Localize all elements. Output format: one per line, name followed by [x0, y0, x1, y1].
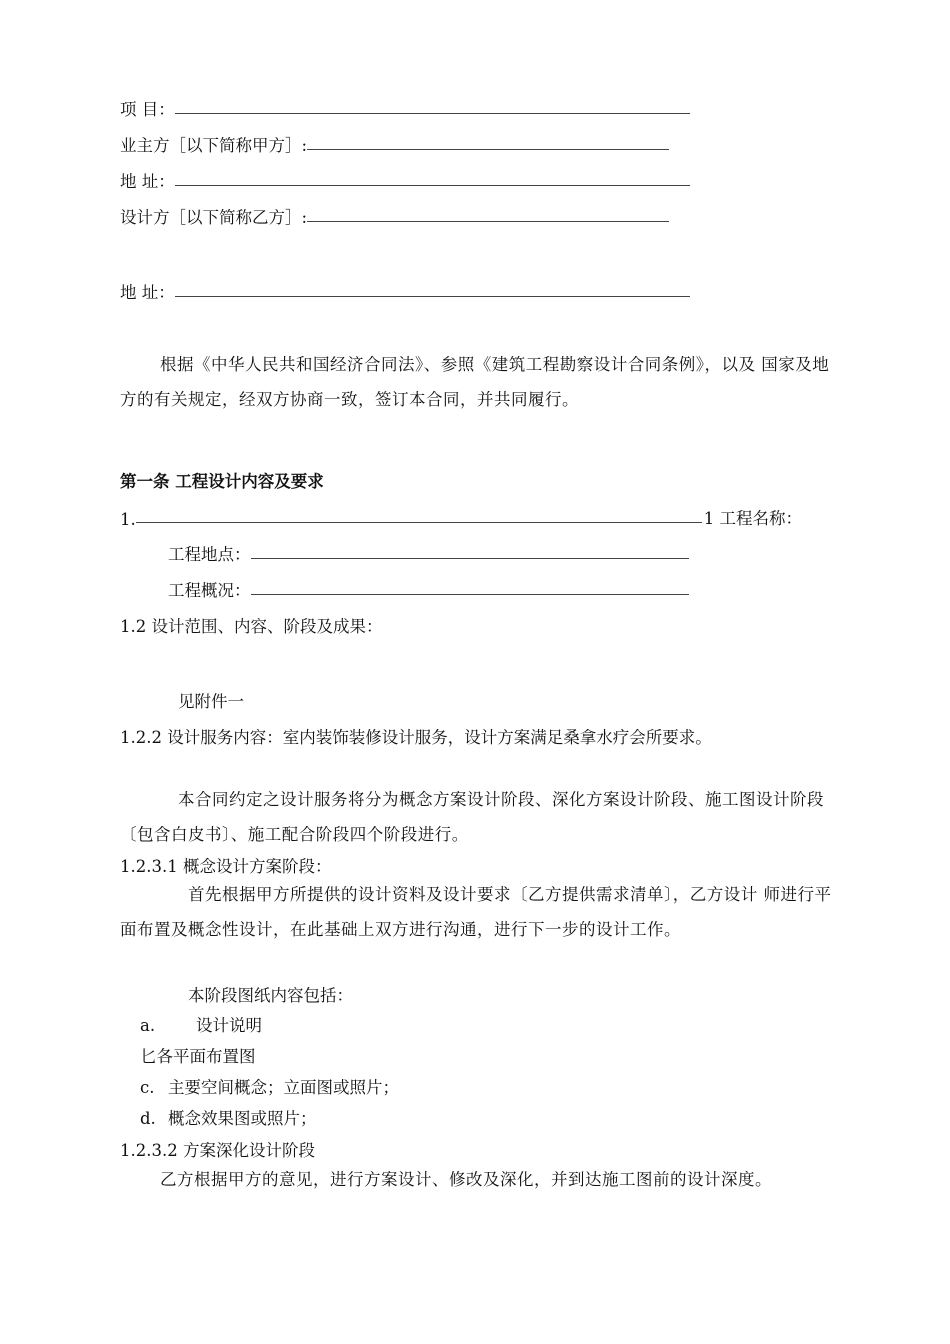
- deep-heading: 1.2.3.2 方案深化设计阶段: [120, 1141, 315, 1160]
- list-text: 匕各平面布置图: [140, 1047, 256, 1066]
- list-item: [140, 1012, 262, 1036]
- designer-field: [120, 204, 669, 228]
- item1-number: 1.: [120, 510, 136, 529]
- owner-address-blank[interactable]: [175, 185, 690, 186]
- project-name-label: 1 工程名称：: [703, 509, 802, 528]
- list-text: 概念效果图或照片；: [168, 1109, 317, 1128]
- list-item: [140, 1043, 256, 1067]
- article1-heading: 第一条 工程设计内容及要求: [120, 472, 324, 491]
- drawings-intro: 本阶段图纸内容包括：: [188, 986, 353, 1005]
- overview-label: 工程概况：: [168, 581, 251, 600]
- scope-line: 1.2 设计范围、内容、阶段及成果：: [120, 617, 383, 636]
- deep-paragraph: [120, 1162, 836, 1197]
- owner-address-field: [120, 168, 690, 192]
- concept-heading: 1.2.3.1 概念设计方案阶段：: [120, 857, 332, 876]
- concept-text: 首先根据甲方所提供的设计资料及设计要求〔乙方提供需求清单〕，乙方设计 师进行平面布置及概念性设计，在此基础上双方进行沟通，进行下一步的设计工作。: [120, 885, 832, 939]
- list-item: [140, 1105, 317, 1129]
- item1-field: [120, 505, 802, 529]
- owner-blank[interactable]: [307, 149, 669, 150]
- list-marker: d.: [140, 1109, 156, 1128]
- overview-field: [168, 577, 689, 601]
- designer-blank[interactable]: [307, 221, 669, 222]
- list-marker: a.: [140, 1016, 156, 1035]
- location-blank[interactable]: [251, 558, 689, 559]
- owner-address-label: 地 址：: [120, 172, 175, 191]
- designer-address-field: [120, 279, 690, 303]
- designer-label: 设计方［以下简称乙方］:: [120, 208, 308, 227]
- list-item: [140, 1074, 399, 1098]
- service-line: 1.2.2 设计服务内容：室内装饰装修设计服务，设计方案满足桑拿水疗会所要求。: [120, 728, 712, 747]
- intro-paragraph: [120, 347, 836, 417]
- project-blank[interactable]: [175, 113, 690, 114]
- concept-paragraph: [120, 877, 836, 947]
- intro-text: 根据《中华人民共和国经济合同法》、参照《建筑工程勘察设计合同条例》，以及 国家及地方的有关规定，经双方协商一致，签订本合同，并共同履行。: [120, 355, 830, 409]
- overview-blank[interactable]: [251, 594, 689, 595]
- list-text: 主要空间概念；立面图或照片；: [168, 1078, 399, 1097]
- list-text: 设计说明: [196, 1016, 262, 1035]
- see-attachment: 见附件一: [178, 692, 244, 711]
- stages-paragraph: [120, 782, 836, 852]
- item1-blank[interactable]: [136, 522, 702, 523]
- location-field: [168, 541, 689, 565]
- designer-address-blank[interactable]: [175, 296, 690, 297]
- owner-field: [120, 132, 669, 156]
- stages-text: 本合同约定之设计服务将分为概念方案设计阶段、深化方案设计阶段、施工图设计阶段〔包含白皮书〕、施工配合阶段四个阶段进行。: [120, 790, 824, 844]
- designer-address-label: 地 址：: [120, 283, 175, 302]
- owner-label: 业主方［以下简称甲方］:: [120, 136, 308, 155]
- list-marker: c.: [140, 1078, 155, 1097]
- project-field: [120, 96, 690, 120]
- deep-text: 乙方根据甲方的意见，进行方案设计、修改及深化，并到达施工图前的设计深度。: [160, 1170, 772, 1189]
- project-label: 项 目：: [120, 100, 175, 119]
- location-label: 工程地点：: [168, 545, 251, 564]
